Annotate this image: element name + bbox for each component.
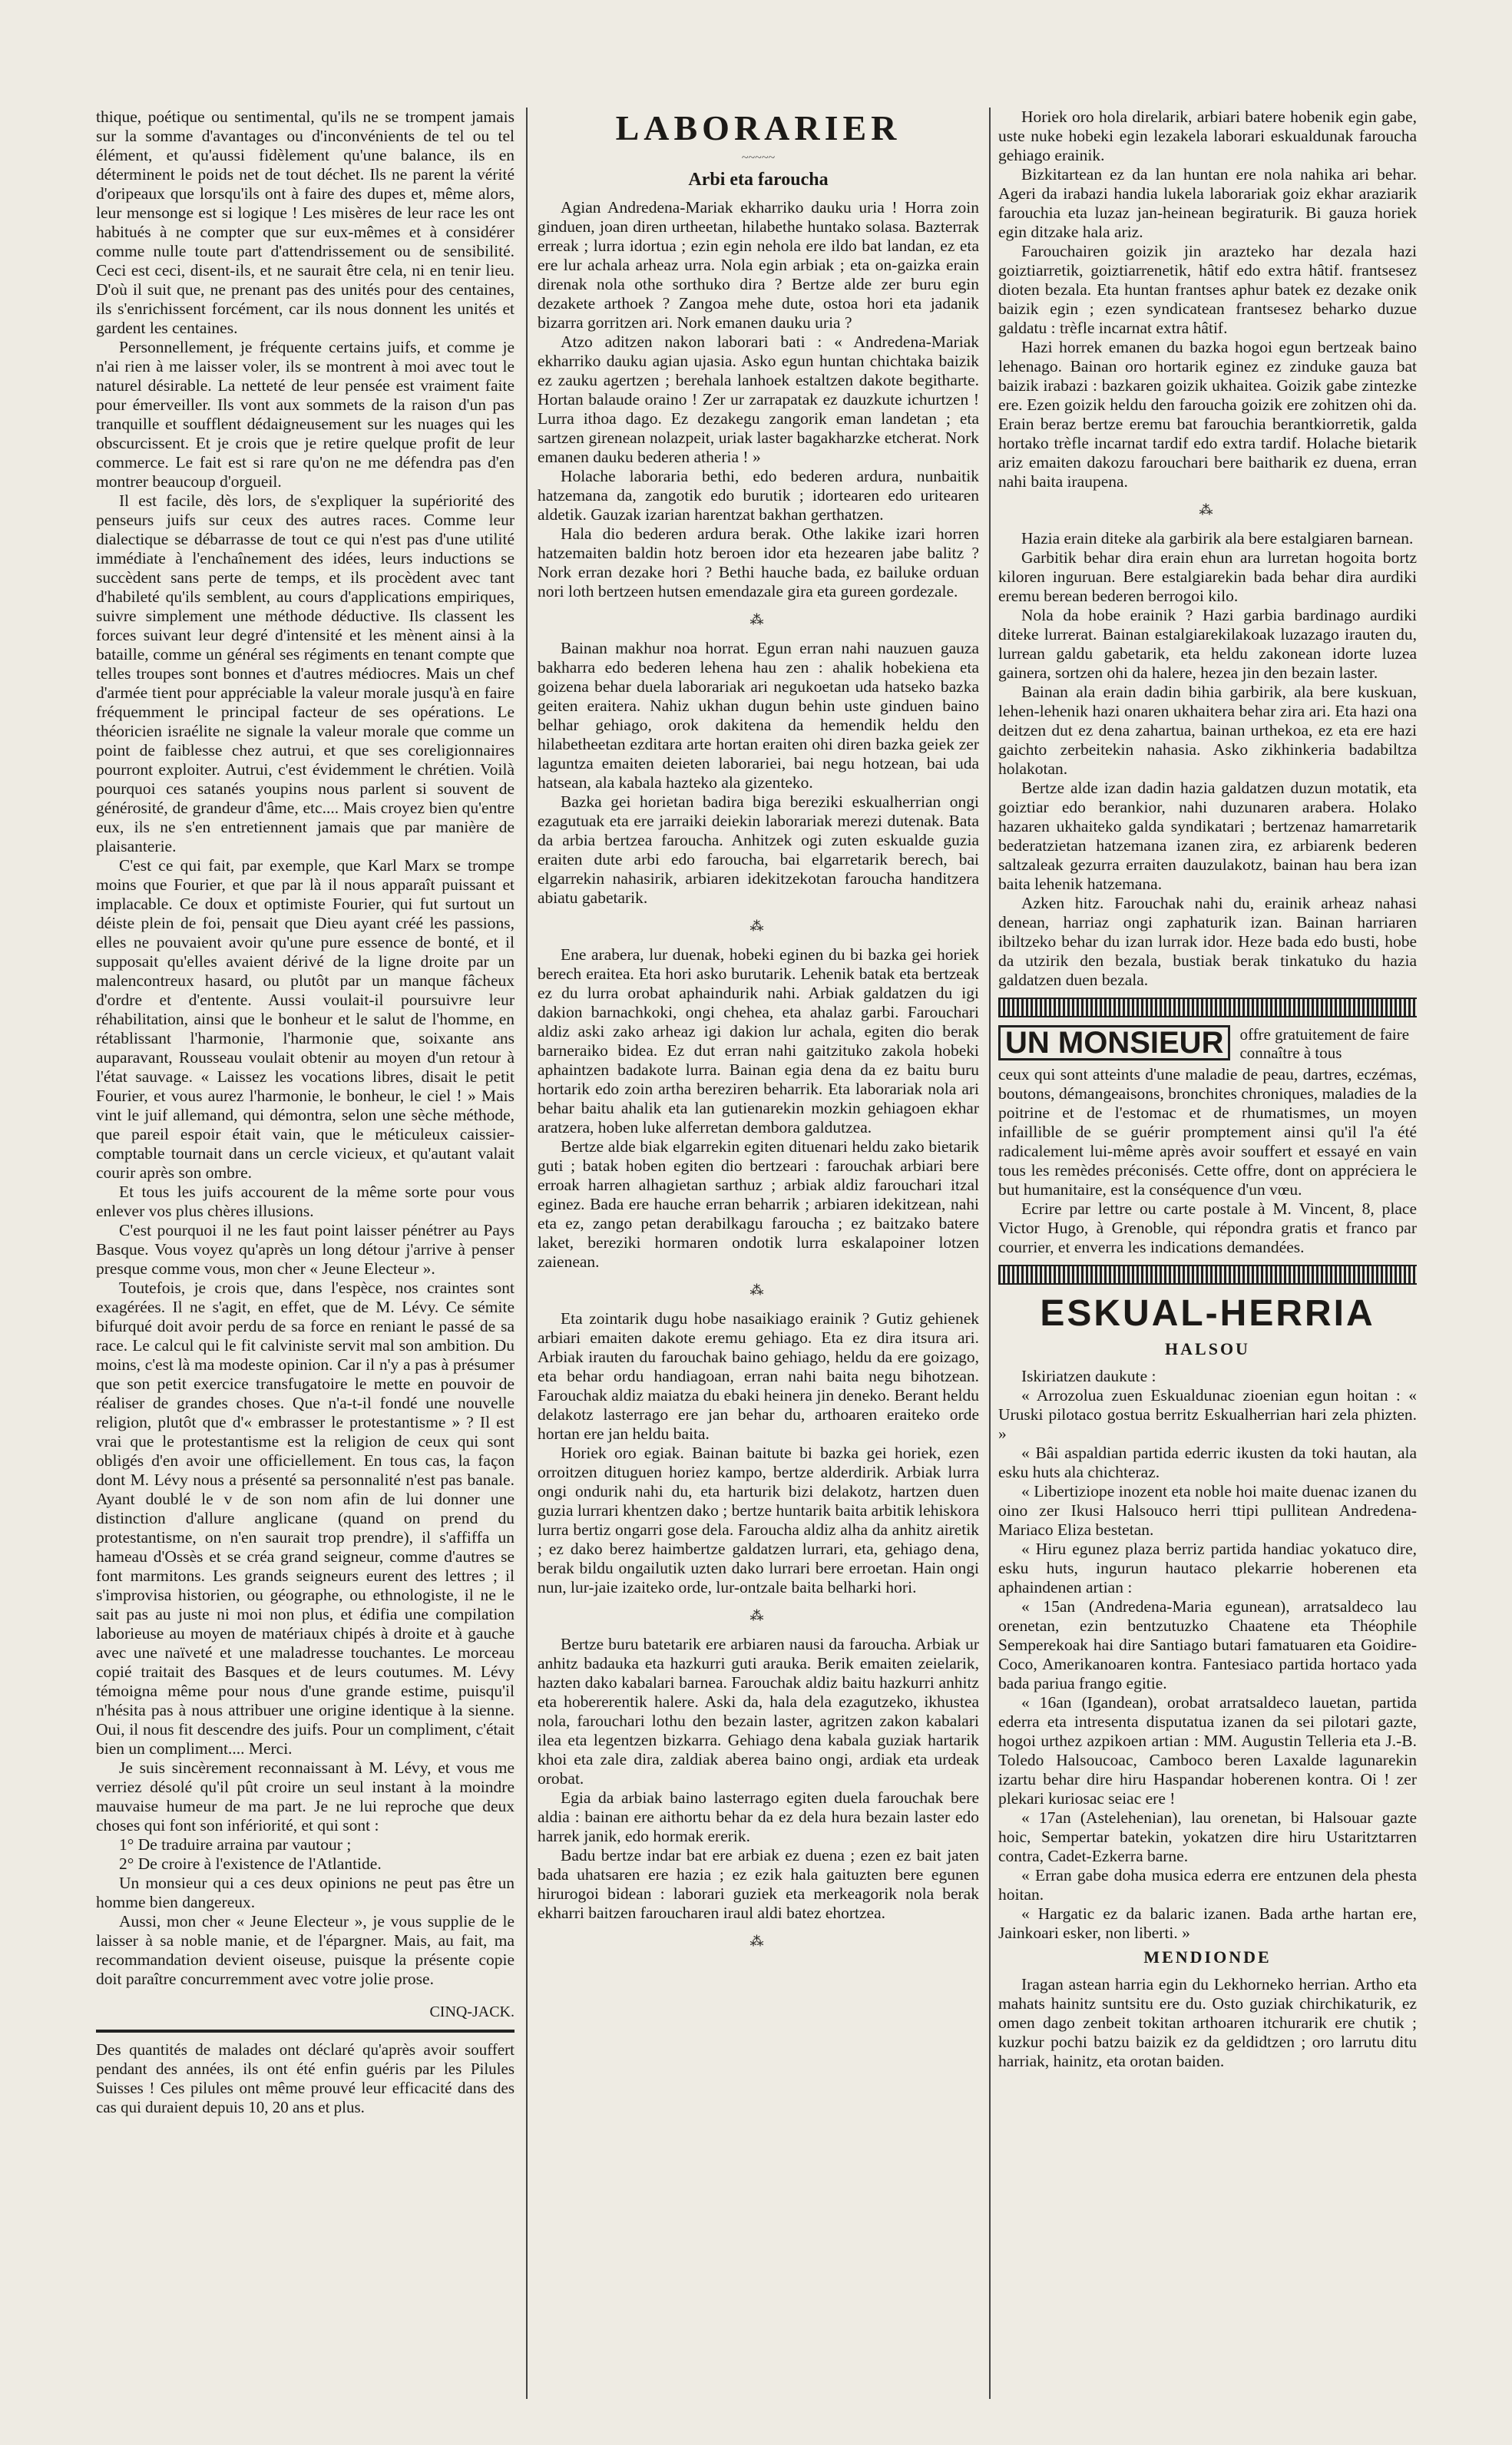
column-left bbox=[96, 108, 514, 2399]
article-paragraph: Ene arabera, lur duenak, hobeki eginen du bi bazka gei horiek berech eraitea. Eta hori asko burutarik. Lehenik batak eta bertzeak ez du lurra orobat aphaindurik nahi. Arbiak galdatzen du igi dakion barnachkoki, ongi chehea, eta ahalaz garbi. Farouchari aldiz aski zako arheaz igi dakion lur achala, egiten dio berak barneraiko bidea. Ez dut erran nahi gaitzituko zakola hobeki aphaintzen badakote lurra. Bainan egia dena da ez baitu buru hortarik edo zoin artha bereziren beharrik. Eta laborariak nola ari behar baitu ahalik eta lan gutienarekin mozkin gehiagoen ekhar aratzera, hoben luke alferretan dembora galdutzea. bbox=[538, 945, 979, 1136]
article-paragraph: C'est pourquoi il ne les faut point laisser pénétrer au Pays Basque. Vous voyez qu'après un long détour j'arrive à penser presque comme vous, mon cher « Jeune Electeur ». bbox=[96, 1221, 514, 1278]
article-paragraph: Hala dio bederen ardura berak. Othe lakike izari horren hatzemaiten baldin hotz beroen idor eta hezearen jabe balitz ? Nork erran dezake hori ? Bethi hauche bada, ez bailuke orduan nori loth bertzeen hutsen emendazale gira eta gureen gordezale. bbox=[538, 524, 979, 600]
article-paragraph: Agian Andredena-Mariak ekharriko dauku uria ! Horra zoin ginduen, joan diren urtheetan, hilabethe huntako solasa. Bazterrak erreak ; lurra idortua ; ezin egin nehola ere ildo bat landan, ez eta ere lur achala arheaz urra. Nola egin arbiak ; eta on-gaizka erain direnak nola othe sorthuko dira ? Bertze alde zer buru egin dezakete arthoek ? Zangoa mehe dute, ostoa hori eta jadanik bizarra gorritzen ari. Nork emanen dauku uria ? bbox=[538, 198, 979, 332]
signature: CINQ-JACK. bbox=[429, 2003, 514, 2020]
article-paragraph: Hazia erain diteke ala garbirik ala bere estalgiaren barnean. bbox=[1021, 529, 1414, 548]
ad-body: ceux qui sont atteints d'une maladie de peau, dartres, eczémas, boutons, démangeaisons, bronchites chroniques, maladies de la poitrine et de l'estomac et de rhumatismes, un moyen infaillible de se guérir promptement ainsi qu'il l'a été radicalement lui-même après avoir souffert et essayé en vain tous les remèdes préconisés. Cette offre, dont on appréciera le but humanitaire, est la conséquence d'un vœu. bbox=[998, 1065, 1417, 1199]
article-paragraph: Il est facile, dès lors, de s'expliquer la supériorité des penseurs juifs sur ceux des autres races. Comme leur dialectique se débarrasse de tout ce qui n'est pas d'une utilité immédiate à l'enchaînement des idées, leurs inductions se succèdent sans perte de temps, et ils procèdent avec tant d'habileté qu'ils semblent, au cours d'applications empiriques, suivre simplement une méthode déductive. Ils classent les forces suivant leur degré d'intensité et les mènent ainsi à la bataille, comme un général ses régiments en tenant compte que telles troupes sont bonnes et d'autres médiocres. Mais un chef d'armée tient pour appréciable la valeur morale jusqu'à en faire fréquemment le principal facteur de ses opérations. Le théoricien israélite ne signale la valeur morale que comme un point de faiblesse chez autrui, et que ses coreligionnaires pourront exploiter. Autrui, c'est évidemment le chrétien. Voilà pourquoi ces satanés youpins nous parlent si souvent de générosité, de grandeur d'âme, etc.... Mais croyez bien qu'entre eux, ils ne s'en entretiennent jamais que par manière de plaisanterie. bbox=[96, 491, 514, 855]
column-right bbox=[998, 108, 1417, 2399]
ad-contact: Ecrire par lettre ou carte postale à M. Vincent, 8, place Victor Hugo, à Grenoble, qui répondra gratis et franco par courrier, et enverra les indications demandées. bbox=[998, 1199, 1417, 1256]
column-divider bbox=[989, 108, 991, 2399]
asterism: ⁂ bbox=[749, 918, 767, 934]
article-paragraph: Horiek oro hola direlarik, arbiari batere hobenik egin gabe, uste nuke hobeki egin lezakela laborari eskualdunak faroucha gehiago erainik. bbox=[998, 108, 1417, 164]
article-paragraph: « 16an (Igandean), orobat arratsaldeco lauetan, partida ederra eta intresenta disputatua izanen da sei pilotari gazte, hogoi urthez azpikoen artian : MM. Augustin Telleria eta J.-B. Toledo Halsoucoac, Camboco beren Laxalde lagunarekin izartu behar dire hiru Haspandar hoberenen kontra. Oi ! zer plekari kuriosac seiac ere ! bbox=[998, 1693, 1417, 1808]
article-paragraph: Bainan makhur noa horrat. Egun erran nahi nauzuen gauza bakharra edo bederen lehena hau zen : ahalik hobekiena eta goizena behar duela laborariak ari negukoetan uda hatseko bazka geiten eraitera. Nahiz ukhan dugun behin uste ginduen baino belhar gehiago, orok dakitena da hemendik heldu den hilabetheetan ezditara arte hortan eraiten ohi diren bazka geiek zer laguntza emaiten deieten laborariei, bai negu hotzean, bai uda hatsean, ala kabala hazteko ala gizenteko. bbox=[538, 639, 979, 792]
article-paragraph: « Erran gabe doha musica ederra ere entzunen dela phesta hoitan. bbox=[998, 1866, 1417, 1904]
article-paragraph: Aussi, mon cher « Jeune Electeur », je vous supplie de le laisser à sa noble manie, et de l'épargner. Mais, au fait, ma recommandation devient oiseuse, puisque la présente copie doit paraître concurremment avec votre jolie prose. bbox=[96, 1912, 514, 1988]
article-paragraph: « Bâi aspaldian partida ederric ikusten da toki hautan, ala esku huts ala chichteraz. bbox=[998, 1444, 1417, 1481]
article-paragraph: Nola da hobe erainik ? Hazi garbia bardinago aurdiki diteke lurrerat. Bainan estalgiarekilakoak luzazago irauten du, lurrean galdu gabetarik, eta heldu zakonean idorte luzea gainera, sortzen ohi da halere, hezea jin den bezain laster. bbox=[998, 606, 1417, 682]
advertisement-header bbox=[998, 1025, 1417, 1062]
asterism: ⁂ bbox=[749, 612, 767, 627]
ad-title: UN MONSIEUR bbox=[998, 1025, 1230, 1060]
article-paragraph: Personnellement, je fréquente certains juifs, et comme je n'ai rien à me laisser voler, ils se montrent à moi avec tout le naturel désirable. La netteté de leur pensée est vraiment faite pour émerveiller. Ils vont aux sommets de la raison d'un pas tranquille et soufflent dédaigneusement sur les nuages qui les obscurcissent. Et je crois que je retire quelque profit de leur commerce. Le fait est si rare qu'on ne me défendra pas d'en montrer beaucoup d'orgueil. bbox=[96, 338, 514, 491]
article-paragraph: « Libertiziope inozent eta noble hoi maite duenac izanen du oino zer Ikusi Halsouco herri ttipi pullitean Andredena-Mariaco Eliza bestetan. bbox=[998, 1482, 1417, 1539]
asterism: ⁂ bbox=[1199, 502, 1216, 518]
article-paragraph: 1° De traduire arraina par vautour ; bbox=[119, 1835, 352, 1854]
article-paragraph: 2° De croire à l'existence de l'Atlantide. bbox=[119, 1854, 382, 1873]
ornamental-rule bbox=[998, 998, 1417, 1017]
ornamental-rule bbox=[998, 1265, 1417, 1285]
masthead: LABORARIER bbox=[615, 108, 902, 147]
article-paragraph: Holache laboraria bethi, edo bederen ardura, nunbaitik hatzemana da, zangotik edo burutik ; idortearen edo uritearen aldetik. Gauzak izarian harentzat bakhan gerthatzen. bbox=[538, 467, 979, 524]
article-paragraph: Bainan ala erain dadin bihia garbirik, ala bere kuskuan, lehen-lehenik hazi onaren ukhaitera behar zira ari. Eta hazi ona deitzen dut ez dena zahartua, bainan urthekoa, ez eta ere hazi gaichto zerbeitekin nahasia. Asko zikhinkeria badabiltza holakotan. bbox=[998, 683, 1417, 778]
article-paragraph: Et tous les juifs accourent de la même sorte pour vous enlever vos plus chères illusions. bbox=[96, 1183, 514, 1220]
asterism: ⁂ bbox=[749, 1608, 767, 1623]
article-paragraph: « Arrozolua zuen Eskualdunac zioenian egun hoitan : « Uruski pilotaco gostua berritz Eskualherrian hari zela phizten. » bbox=[998, 1386, 1417, 1443]
ornament: ~~~~~ bbox=[741, 151, 776, 164]
article-paragraph: Azken hitz. Farouchak nahi du, erainik arheaz nahasi denean, harriaz ongi zaphaturik izan. Bainan harriaren ibiltzeko behar du izan lurrak idor. Heze bada edo busti, hobe da utzirik den bezala, bustiak berak tinkatuko du hazia galdatzen duen bezala. bbox=[998, 894, 1417, 989]
article-paragraph: Je suis sincèrement reconnaissant à M. Lévy, et vous me verriez désolé qu'il pût croire un seul instant à la moindre mauvaise humeur de ma part. Je ne lui reproche que deux choses qui font son infériorité, et qui sont : bbox=[96, 1758, 514, 1835]
article-paragraph: Bazka gei horietan badira biga bereziki eskualherrian ongi ezagutuak eta ere jarraiki deiekin laborariak merezi dutenak. Bata da arbia bertzea faroucha. Anhitzek ogi zuten eskualde guzia eraiten dute arbi edo faroucha, bai elgarretarik berech, bai elgarrekin nahasirik, arbiaren idekitzekotan faroucha handitzera abiatu gabetarik. bbox=[538, 792, 979, 907]
article-paragraph: thique, poétique ou sentimental, qu'ils ne se trompent jamais sur la somme d'avantages ou d'inconvénients de tel ou tel élément, et qu'aussi fidèlement qu'une balance, ils en déterminent le poids net de tout déchet. Ils ne parent la vérité d'oripeaux que lorsqu'ils ont à faire des dupes et, même alors, leur mensonge est si logique ! Les misères de leur race les ont habitués à ne compter que sur eux-mêmes et à considérer comme nulle toute part d'attendrissement ou de sensibilité. Ceci est ceci, disent-ils, et ne saurait être cela, ni en tenir lieu. D'où il suit que, ne prenant pas des unités pour des centaines, ils s'enrichissent forcément, car ils nous donnent les unités et gardent les centaines. bbox=[96, 108, 514, 337]
article-paragraph: Iskiriatzen daukute : bbox=[1021, 1367, 1156, 1385]
article-paragraph: Eta zointarik dugu hobe nasaikiago erainik ? Gutiz gehienek arbiari emaiten dakote eremu gehiago. Eta ez dira itsura ari. Arbiak irauten du farouchak baino gehiago, heldu da ere goizago, eta behar ordu handiagoan, erran nahi baita negu bihotzean. Farouchak aldiz maiatza du ebaki heinera jin deneko. Berant heldu delakotz lasterrago ere jan behar du, arthoaren eraiteko orde hortan ere jan heldu baita. bbox=[538, 1309, 979, 1443]
pill-notice: Des quantités de malades ont déclaré qu'après avoir souffert pendant des années, ils ont été enfin guéris par les Pilules Suisses ! Ces pilules ont même prouvé leur efficacité dans des cas qui duraient depuis 10, 20 ans et plus. bbox=[96, 2040, 514, 2116]
article-paragraph: Iragan astean harria egin du Lekhorneko herrian. Artho eta mahats hainitz suntsitu ere du. Osto guziak chirchikaturik, ez omen dago zenbeit tokitan arthoaren itchurarik ere chutik ; kuzkur pochi batzu baizik ez da geldidtzen ; oro larrutu ditu harriak, hainitz, eta orotan baiden. bbox=[998, 1975, 1417, 2070]
article-paragraph: Farouchairen goizik jin arazteko har dezala hazi goiztiarretik, goiztiarrenetik, hâtif edo extra hâtif. frantsesez dioten bezala. Eta huntan frantses aphur batek ez dezake onik baizik egin ; ezen syndicatean frantsesez beharko duzue galdatu : trèfle incarnat extra hâtif. bbox=[998, 242, 1417, 337]
column-center bbox=[538, 108, 979, 2399]
article-subtitle: Arbi eta faroucha bbox=[688, 170, 829, 190]
article-paragraph: Un monsieur qui a ces deux opinions ne peut pas être un homme bien dangereux. bbox=[96, 1874, 514, 1911]
place-heading: MENDIONDE bbox=[1143, 1947, 1272, 1967]
article-paragraph: Horiek oro egiak. Bainan baitute bi bazka gei horiek, ezen orroitzen dituguen horiez kampo, bertze alderdirik. Arbiak lurra ongi ondurik nahi du, eta harturik bizi delakotz, hartzen duen guzia lurrari khentzen dako ; bertze huntarik baita arbitik lehiskora lurra bertiz ongarri gose dela. Faroucha aldiz alha da anhitz airetik ; ez dako berez haimbertze galdatzen lurrari, eta, gehiago dena, berak bildu ongailutik uzten dako lurrari bere erroetan. Hain ongi nun, lur-jaie izaiteko orde, lur-ontzale baita belharki hori. bbox=[538, 1444, 979, 1596]
column-divider bbox=[526, 108, 528, 2399]
article-paragraph: Atzo aditzen nakon laborari bati : « Andredena-Mariak ekharriko dauku agian ujasia. Asko egun huntan chichtaka baizik ez zauku agertzen ; berehala lanhoek estaltzen dakote begitharte. Hortan balaude oraino ! Zer ur zarrapatak ez dauzkute ichurtzen ! Lurra ithoa dago. Ez dezakegu zangorik eman landetan ; eta sartzen girenean nolazpeit, uriak laster bagakharzke etcherat. Nork emanen dauku bederen atheria ! » bbox=[538, 333, 979, 466]
ad-lead: offre gratuitement de faire connaître à tous bbox=[1239, 1025, 1410, 1062]
article-paragraph: Bertze alde izan dadin hazia galdatzen duzun motatik, eta goiztiar edo berankior, nahi duzunaren arabera. Holako hazaren ukhaiteko galda syndikatari ; bertzenaz hamarretarik bederatzietan hatzemana izanen zira, ez arbiarenk bederen saltzaleak gezurra erraiten dauzulakotz, bainan hau bera izan baita lehenik hatzemana. bbox=[998, 779, 1417, 893]
article-paragraph: Hazi horrek emanen du bazka hogoi egun bertzeak baino lehenago. Bainan oro hortarik eginez ez zinduke gauza bat baizik irabazi : bazkaren goizik ukhaitea. Goizik gabe zintezke ere. Ezen goizik heldu den faroucha goizik ere zohitzen ohi da. Erain beraz bertze eremu bat farouchia berantkiorretik, galda hortako trèfle incarnat tardif edo extra tardif. Holache bietarik ariz emaiten dakozu farouchari bere baitharik ez duena, erran nahi baita iraupena. bbox=[998, 338, 1417, 491]
place-heading: HALSOU bbox=[1165, 1339, 1250, 1358]
article-paragraph: Badu bertze indar bat ere arbiak ez duena ; ezen ez bait jaten bada uhatsaren ere hazia ; ez ezik hala gaituzten bere egunen hirurogoi bidean : laborari guziek eta merkeagorik nola berak ekharri baitzen faroucharen iraul aldi batez ehortzea. bbox=[538, 1846, 979, 1922]
article-paragraph: « 15an (Andredena-Maria egunean), arratsaldeco lau orenetan, ezin bentzutuzko Chaatene eta Théophile Semperekoak hai dire Santiago butari famatuaren eta Goidire-Coco, Amerikanoaren kontra. Fantesiaco partida hortaco yada bada pariua frango egitie. bbox=[998, 1597, 1417, 1692]
article-paragraph: Toutefois, je crois que, dans l'espèce, nos craintes sont exagérées. Il ne s'agit, en effet, que de M. Lévy. Ce sémite bifurqué doit avoir perdu de sa force en reniant le passé de sa race. Le calcul qui le fit calviniste servit mal son ambition. Du moins, c'est là ma modeste opinion. Car il n'y a pas à présumer que son petit exercice transfugatoire le mette en pouvoir de réaliser de grandes choses. Que n'a-t-il fondé une nouvelle religion, plutôt que d'« embrasser le protestantisme » ? Il est vrai que le protestantisme est la religion de ceux qui sont obligés d'en avoir une officiellement. En tous cas, la façon dont M. Lévy nous a présenté sa personnalité n'est pas banale. Ayant doublé le v de son nom afin de lui donner une distinction d'allure anglicane (quand on prend du protestantisme, on n'en saurait trop prendre), il s'affiffa un hameau d'Ossès et se créa grand seigneur, comme d'autres se font marmitons. Les grands seigneurs eurent des lettres ; il s'improvisa historien, ou géographe, ou ethnologiste, il ne le sait pas au juste ni moi non plus, et édifia une compilation laborieuse au moyen de matériaux chipés à droite et à gauche avec une naïveté et une maladresse touchantes. Le morceau copié traitait des Basques et de leurs coutumes. M. Lévy témoigna même pour nous d'une grande estime, puisqu'il n'hésita pas à nous attribuer une origine identique à la sienne. Oui, il nous fit descendre des juifs. Pour un compliment, c'était bien un compliment.... Merci. bbox=[96, 1279, 514, 1758]
section-banner: ESKUAL-HERRIA bbox=[1040, 1293, 1375, 1334]
article-paragraph: Garbitik behar dira erain ehun ara lurretan hogoita bortz kiloren inguruan. Bere estalgiarekin bada behar dira aurdiki eremu berean bederen berrogoi kilo. bbox=[998, 548, 1417, 605]
divider bbox=[96, 2030, 514, 2033]
article-paragraph: Bertze buru batetarik ere arbiaren nausi da faroucha. Arbiak ur anhitz badauka eta hazkurri guti arauka. Berik emaiten zeielarik, hazten dako kabalari barnea. Farouchak aldiz baitu hazkurri anhitz eta hobererentik halere. Aski da, hala dela ezagutzeko, ikhustea nola, farouchari lothu den bezain laster, agritzen zakon kabalari ilea eta legentzen bizkarra. Gehiago dena kabala guziak hartarik khoi eta zale dira, zaldiak aberea baino ongi, ardiak eta urdeak orobat. bbox=[538, 1635, 979, 1788]
article-paragraph: « Hiru egunez plaza berriz partida handiac yokatuco dire, esku huts, ingurun hautaco plekarrie hoberenen eta aphaindenen artian : bbox=[998, 1540, 1417, 1596]
article-paragraph: C'est ce qui fait, par exemple, que Karl Marx se trompe moins que Fourier, et que par là il nous apparaît puissant et implacable. Ce doux et optimiste Fourier, qui fut surtout un déiste plein de foi, pensait que Dieu ayant créé les passions, elles ne pouvaient avoir qu'une pure essence de bonté, et il supposait qu'elles avaient dérivé de la ligne droite par un malencontreux hasard, ou plutôt par un manque fâcheux d'ordre et d'entente. Aussi voulait-il poursuivre leur réhabilitation, ainsi que le bonheur et le salut de l'homme, en rétablissant l'harmonie, l'harmonie que, soixante ans auparavant, Rousseau voulait obtenir au moyen d'un retour à l'état sauvage. « Laissez les vocations libres, disait le petit Fourier, et vous aurez l'harmonie, le bonheur, le ciel ! » Mais vint le juif allemand, qui démontra, selon une sèche méthode, que pareil espoir était vain, que le méticuleux caissier-comptable tournait dans un cercle vicieux, et qu'autant valait courir après son ombre. bbox=[96, 856, 514, 1182]
asterism: ⁂ bbox=[749, 1282, 767, 1298]
asterism: ⁂ bbox=[749, 1934, 767, 1949]
article-paragraph: Egia da arbiak baino lasterrago egiten duela farouchak bere aldia : bainan ere aithortu behar da ez dela hura bezain laster edo harrek janik, edo hormak ererik. bbox=[538, 1788, 979, 1845]
article-paragraph: « 17an (Astelehenian), lau orenetan, bi Halsouar gazte hoic, Sempertar batekin, yokatzen dire hiru Ustaritztarren contra, Cadet-Ezkerra barne. bbox=[998, 1808, 1417, 1865]
article-paragraph: Bizkitartean ez da lan huntan ere nola nahika ari behar. Ageri da irabazi handia lukela laborariak goiz ekhar araziarik farouchia eta luzaz jan-heinean begiraturik. Bi gauza horiek egin ditzake hala ariz. bbox=[998, 165, 1417, 241]
article-paragraph: Bertze alde biak elgarrekin egiten dituenari heldu zako bietarik guti ; batak hoben egiten dio bertzeari : farouchak arbiari bere erroak harren alhagietan sarthuz ; arbiak aldiz farouchari itzal eginez. Bada ere hauche erran beharrik ; arbiaren idekitzean, nahi eta ez, zango petan derabilkagu faroucha ; ez baitzako batere laket, bereziki hormaren ondotik lurra eskalapoiner lotzen zaienean. bbox=[538, 1137, 979, 1271]
article-paragraph: « Hargatic ez da balaric izanen. Bada arthe hartan ere, Jainkoari esker, non liberti. » bbox=[998, 1904, 1417, 1942]
